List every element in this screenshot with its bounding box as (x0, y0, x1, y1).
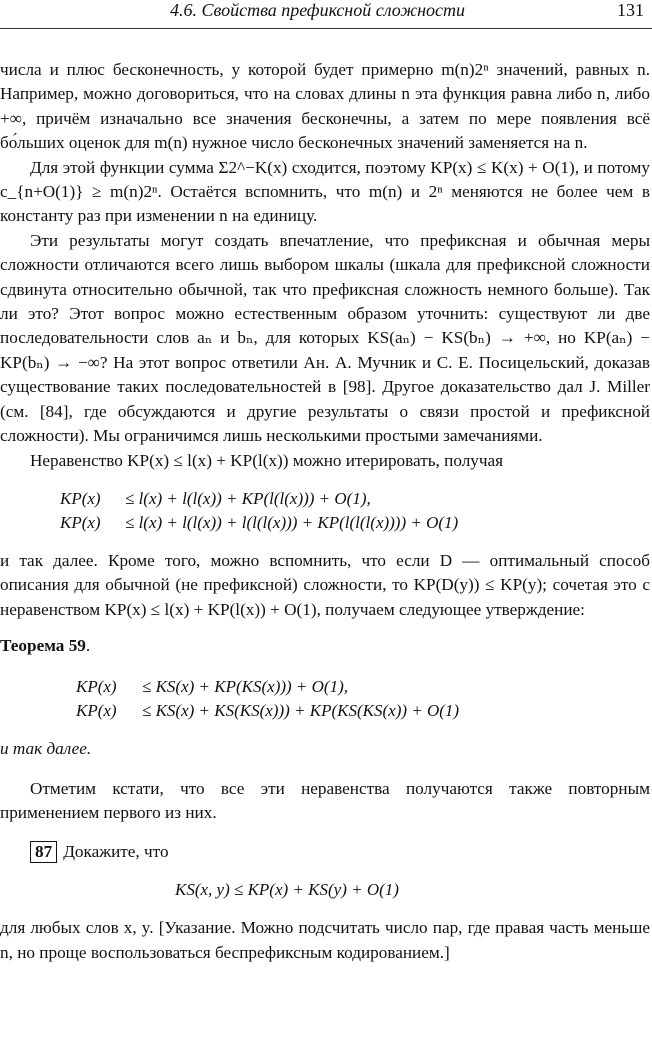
page-body (0, 58, 650, 965)
exercise-intro: Докажите, что (63, 841, 169, 861)
exercise-formula (0, 878, 650, 902)
theorem-tail: . (85, 636, 91, 656)
formula-rhs: ≤ l(x) + l(l(x)) + KP(l(l(x))) + O(1), (125, 488, 371, 508)
paragraph-3: Эти результаты могут создать впечатление, что префиксная и обычная меры сложности отличаются всего лишь выбором шкалы (шкала для префиксной сложности сдвинута относительно обычной, так что префиксная сложность немного больше). Так ли это? Этот вопрос можно естественным образом уточнить: существуют ли две последовательности слов aₙ и bₙ, для которых KS(aₙ) − KS(bₙ) → +∞, но KP(aₙ) − KP(bₙ) → −∞? На этот вопрос ответили Ан. А. Мучник и С. Е. Посицельский, доказав существование таких последовательностей в [98]. Другое доказательство дал J. Miller (см. [84], где обсуждаются и другие результаты о связи простой и префиксной сложности). Мы ограничимся лишь несколькими простыми замечаниями. (0, 230, 650, 446)
formula-lhs: KP(x) (60, 488, 101, 508)
running-title: 4.6. Свойства префиксной сложности (170, 0, 466, 20)
exercise-number: 87 (30, 841, 57, 863)
formula-lhs: KP(x) (60, 512, 101, 532)
paragraph-4: Неравенство KP(x) ≤ l(x) + KP(l(x)) можно итерировать, получая (30, 450, 504, 470)
formula-rhs: ≤ KS(x) + KS(KS(x))) + KP(KS(KS(x)) + O(1) (142, 700, 460, 720)
paragraph-2: Для этой функции сумма Σ2^−K(x) сходится, поэтому KP(x) ≤ K(x) + O(1), и потому c_{n+O(1)} ≥ m(n)2ⁿ. Остаётся вспомнить, что m(n) и 2ⁿ меняются не более чем в константу раз при изменении n на единицу. (0, 157, 650, 226)
theorem-ending: и так далее. (0, 738, 92, 758)
formula-lhs: KP(x) (76, 700, 117, 720)
iter-formula-1 (0, 487, 650, 511)
exercise-heading (0, 840, 650, 864)
formula-rhs: ≤ KS(x) + KP(KS(x))) + O(1), (142, 676, 348, 696)
formula-rhs: ≤ l(x) + l(l(x)) + l(l(l(x))) + KP(l(l(l(x)))) + O(1) (125, 512, 459, 532)
formula-lhs: KP(x) (76, 676, 117, 696)
theorem-formula-2 (0, 699, 650, 723)
theorem-heading (0, 634, 650, 658)
iter-formula-2 (0, 511, 650, 535)
theorem-formula-1 (0, 675, 650, 699)
paragraph-5: и так далее. Кроме того, можно вспомнить, что если D — оптимальный способ описания для обычной (не префиксной) сложности, то KP(D(y)) ≤ KP(y); сочетая это с неравенством KP(x) ≤ l(x) + KP(l(x)) + O(1), получаем следующее утверждение: (0, 550, 650, 619)
formula-text: KS(x, y) ≤ KP(x) + KS(y) + O(1) (175, 880, 399, 900)
paragraph-6: Отметим кстати, что все эти неравенства получаются также повторным применением первого из них. (0, 778, 650, 823)
theorem-label: Теорема 59 (0, 636, 86, 656)
page-header (0, 0, 652, 29)
page-number: 131 (617, 0, 644, 20)
paragraph-1: числа и плюс бесконечность, у которой будет примерно m(n)2ⁿ значений, равных n. Например, можно договориться, что на словах длины n эта функция равна либо n, либо +∞, причём изначально все значения бесконечны, а затем по мере появления всё бо́льших оценок для m(n) нужное число бесконечных значений заменяется на n. (0, 60, 650, 153)
paragraph-7: для любых слов x, y. [Указание. Можно подсчитать число пар, где правая часть меньше n, но проще воспользоваться беспрефиксным кодированием.] (0, 918, 650, 962)
